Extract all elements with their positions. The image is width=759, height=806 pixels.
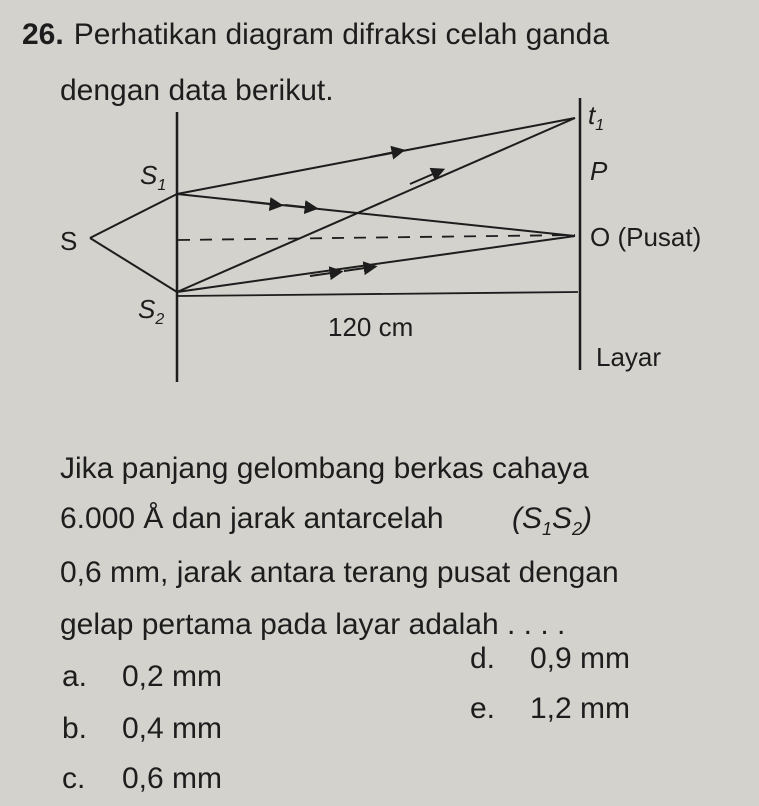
option-e[interactable] (470, 692, 630, 726)
option-letter: d. (470, 642, 496, 675)
label-screen: Layar (596, 342, 662, 372)
body-line-2: 6.000 Å dan jarak antarcelah $(S_1S_2)$ (60, 502, 592, 539)
question-number: 26. (22, 18, 64, 51)
label-distance: 120 cm (328, 312, 414, 342)
label-source: S (60, 226, 78, 256)
option-letter: e. (470, 692, 496, 725)
label-t1: $t_1$ (588, 100, 605, 135)
ray-s1-o (177, 194, 575, 236)
ray-source-s2 (90, 238, 177, 292)
option-a[interactable] (62, 660, 222, 694)
label-s2: $S_2$ (138, 294, 165, 329)
option-letter: a. (62, 660, 88, 693)
question-line-2: dengan data berikut. (60, 74, 334, 107)
question-line-1: Perhatikan diagram difraksi celah ganda (73, 18, 610, 51)
distance-line (178, 292, 578, 296)
option-c[interactable] (62, 762, 222, 796)
option-text: 0,4 mm (122, 712, 223, 745)
option-letter: b. (62, 712, 88, 745)
arrow-4 (410, 171, 440, 184)
body-line-1: Jika panjang gelombang berkas cahaya (60, 452, 589, 485)
option-text: 0,2 mm (122, 660, 223, 693)
arrow-1 (370, 151, 400, 157)
option-b[interactable] (62, 712, 222, 746)
ray-s2-o (177, 236, 575, 292)
option-d[interactable] (470, 642, 630, 676)
option-letter: c. (62, 762, 86, 795)
body-line-4: gelap pertama pada layar adalah . . . . (60, 608, 566, 641)
ray-source-s1 (90, 194, 177, 238)
center-axis (178, 235, 575, 240)
option-text: 1,2 mm (530, 692, 631, 725)
label-s1: $S_1$ (140, 160, 167, 195)
option-text: 0,9 mm (530, 642, 631, 675)
option-text: 0,6 mm (122, 762, 223, 795)
body-line-3: 0,6 mm, jarak antara terang pusat dengan (60, 556, 619, 589)
ray-s2-t1 (177, 118, 575, 292)
label-p: P (590, 156, 608, 186)
label-center: O (Pusat) (590, 222, 702, 252)
